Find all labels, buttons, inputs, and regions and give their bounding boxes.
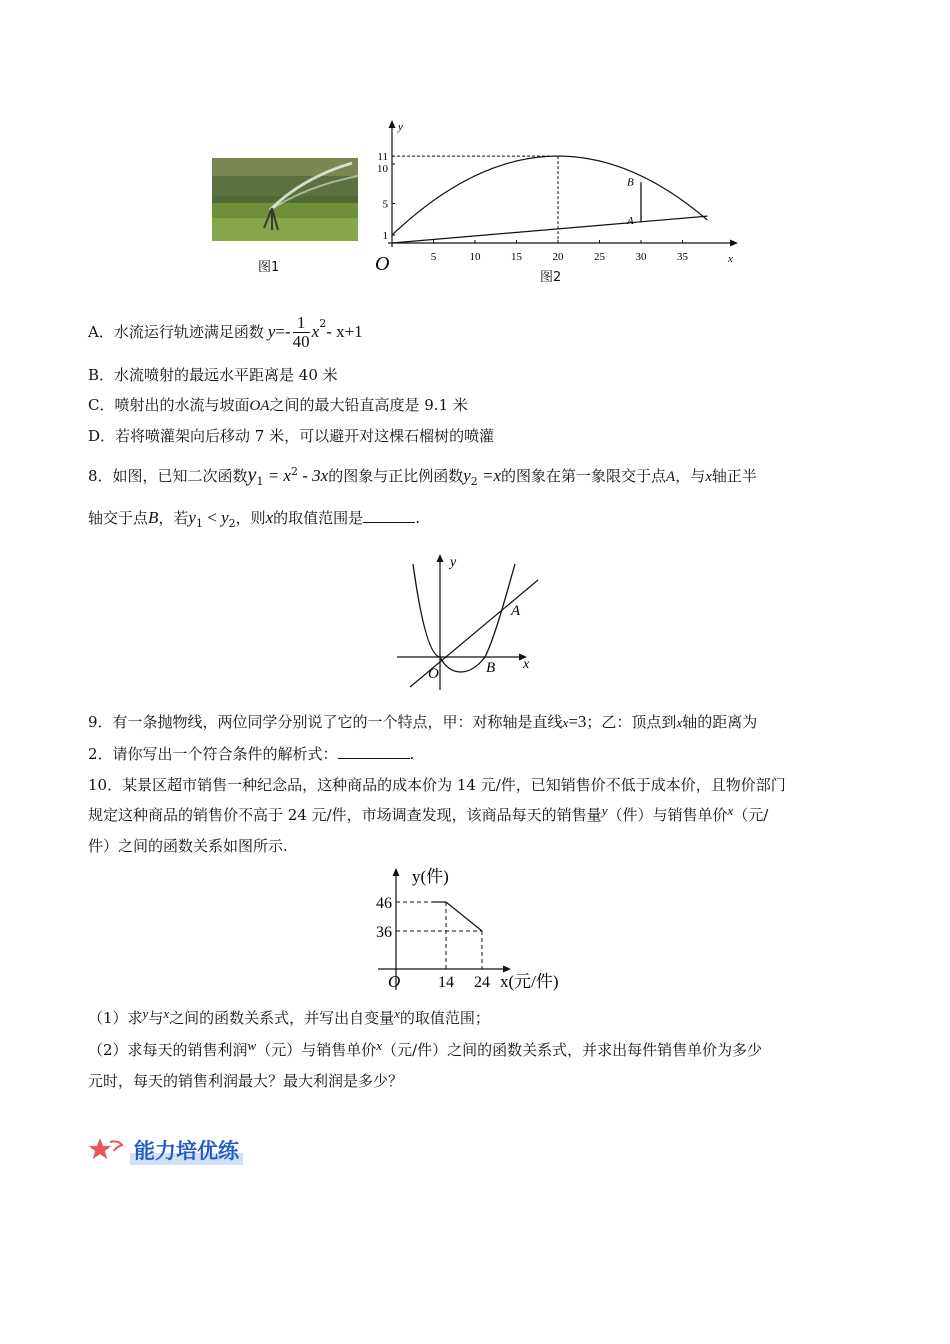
star-icon [88,1137,124,1163]
y-tick-label: 1 [382,230,388,243]
answer-blank[interactable] [338,744,410,759]
question-8-line1: 8．如图，已知二次函数$y_1 = x^2 - 3x$的图象与正比例函数$y_2 =x$的图象在第一象限交于点A，与x轴正半 [88,464,757,488]
sales-chart [370,862,580,997]
answer-blank[interactable] [363,508,415,523]
figure1-caption: 图1 [258,260,280,275]
question-8-line2: 轴交于点B，若$y_1 < y_2$，则x的取值范围是 . [88,508,420,530]
point-b-label: B [486,660,496,676]
figure2-caption: 图2 [540,270,562,285]
x-tick-label: 5 [430,251,437,263]
option-d: D．若将喷灌架向后移动 7 米，可以避开对这棵石榴树的喷灌 [88,427,495,445]
sprinkler-photo [212,158,358,241]
y-axis-arrow [437,554,444,562]
q8-graph [395,552,545,692]
x-axis-label: x(元/件) [500,972,559,991]
x-tick-label: 25 [594,251,605,263]
y-tick-label: 11 [377,151,388,164]
option-c: C．喷射出的水流与坡面OA之间的最大铅直高度是 9.1 米 [88,396,468,414]
question-10-line3: 件）之间的函数关系如图所示. [88,837,288,855]
origin-label: O [375,253,390,275]
question-9-line2: 2．请你写出一个符合条件的解析式： . [88,745,415,763]
x-tick-label: 35 [677,251,688,263]
x-tick-label: 24 [474,974,490,991]
y-axis-label: y [398,121,403,133]
point-b-label: B [627,176,634,189]
x-label: x [523,657,530,672]
sub-question-2-line1: （2）求每天的销售利润w（元）与销售单价x（元/件）之间的函数关系式，并求出每件销售单价为多少 [88,1038,763,1059]
x-tick-label: 20 [552,251,564,263]
trajectory-curve [392,156,707,235]
sub-question-2-line2: 元时，每天的销售利润最大？最大利润是多少？ [88,1072,404,1090]
question-9-line1: 9．有一条抛物线，两位同学分别说了它的一个特点，甲：对称轴是直线x=3；乙：顶点到x轴的距离为 [88,712,758,731]
section-header [88,1135,243,1165]
sales-line [446,902,482,931]
y-tick-label: 10 [377,163,388,175]
y-axis-arrow [393,868,400,876]
x-axis-label: x [728,253,733,265]
y-axis-arrow [389,120,396,128]
x-tick-label: 10 [469,251,481,263]
x-tick-label: 30 [635,251,647,263]
x-axis-arrow [730,240,738,247]
question-10-line1: 10．某景区超市销售一种纪念品，这种商品的成本价为 14 元/件，已知销售价不低于成本价，且物价部门 [88,776,786,794]
point-a-label: A [627,214,634,227]
option-b: B．水流喷射的最远水平距离是 40 米 [88,366,338,384]
x-tick-label: 14 [438,974,454,991]
parabola-curve [413,564,515,672]
option-a: A．水流运行轨迹满足函数 y =- $\frac{1}{40}$ x $^2$ - x+1 [88,312,363,351]
trajectory-chart [370,112,750,277]
y-tick-label: 46 [376,895,392,912]
question-10-line2: 规定这种商品的销售价不高于 24 元/件，市场调查发现，该商品每天的销售量y（件）与销售单价x（元/ [88,803,769,824]
y-axis-label: y(件) [412,867,449,886]
origin-label: O [388,972,401,991]
point-a-label: A [511,603,521,619]
fraction: $\frac{1}{40}$ [292,312,310,351]
slope-line [392,216,707,243]
origin-label: O [428,666,439,682]
y-tick-label: 5 [382,198,388,211]
y-tick-label: 36 [376,924,392,941]
section-title: 能力培优练 [130,1135,243,1165]
x-tick-label: 15 [511,251,522,263]
sub-question-1: （1）求y与x之间的函数关系式，并写出自变量x的取值范围； [88,1006,490,1027]
y-label: y [450,555,457,570]
